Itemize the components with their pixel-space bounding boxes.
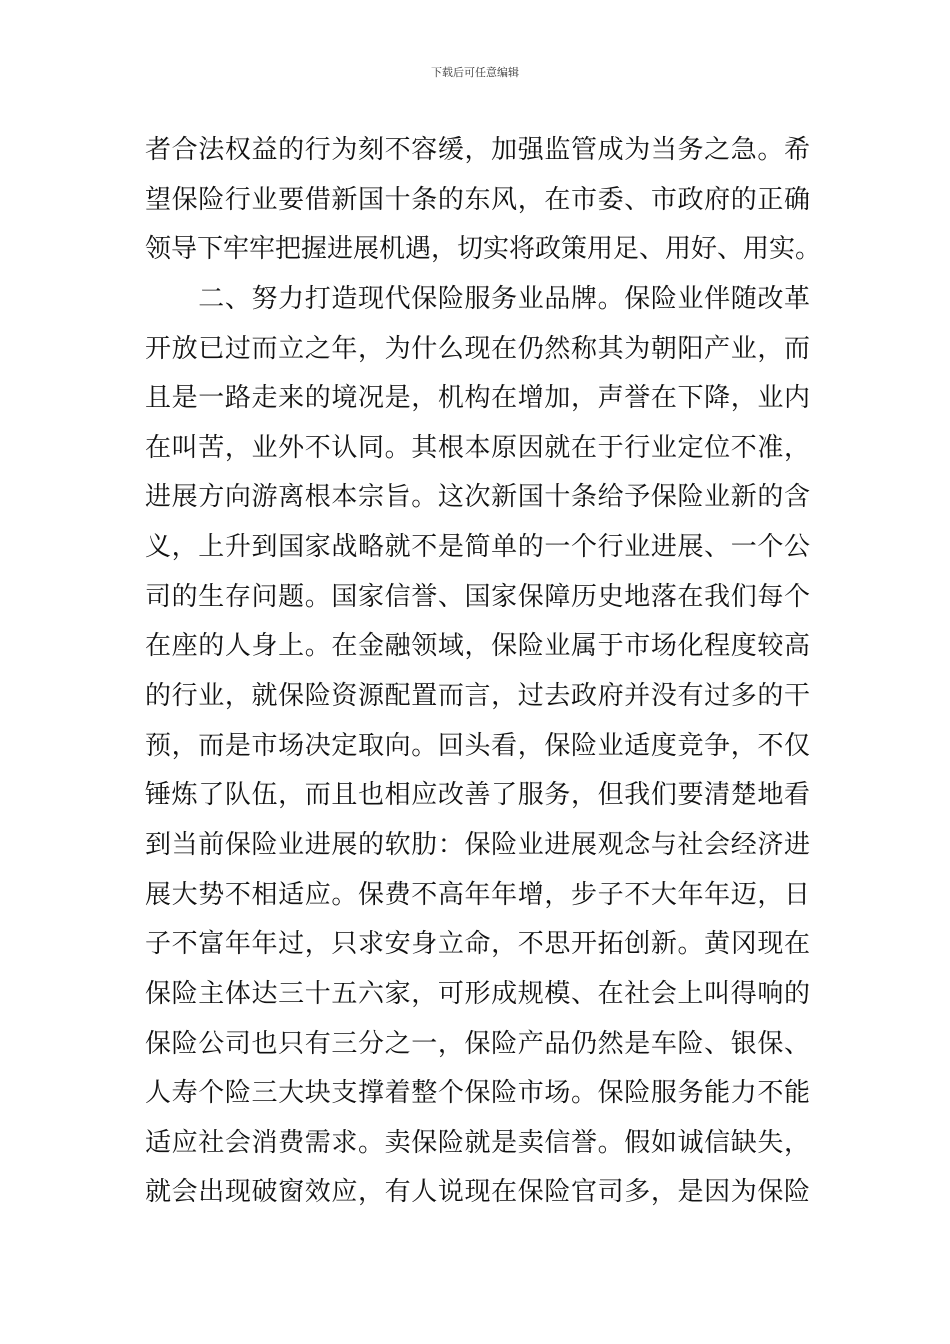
- text-line: 预，而是市场决定取向。回头看，保险业适度竞争，不仅: [145, 730, 810, 761]
- text-line: 适应社会消费需求。卖保险就是卖信誉。假如诚信缺失，: [145, 1127, 810, 1158]
- text-line: 展大势不相适应。保费不高年年增，步子不大年年迈，日: [145, 879, 810, 910]
- text-line: 在座的人身上。在金融领域，保险业属于市场化程度较高: [145, 631, 810, 662]
- text-line: 人寿个险三大块支撑着整个保险市场。保险服务能力不能: [145, 1078, 810, 1109]
- text-line: 且是一路走来的境况是，机构在增加，声誉在下降，业内: [145, 383, 810, 414]
- text-line: 开放已过而立之年，为什么现在仍然称其为朝阳产业，而: [145, 333, 810, 364]
- text-line: 司的生存问题。国家信誉、国家保障历史地落在我们每个: [145, 581, 810, 612]
- text-line: 的行业，就保险资源配置而言，过去政府并没有过多的干: [145, 681, 810, 712]
- text-line: 望保险行业要借新国十条的东风，在市委、市政府的正确: [145, 184, 810, 215]
- text-line: 二、努力打造现代保险服务业品牌。保险业伴随改革: [145, 283, 810, 314]
- text-line: 保险公司也只有三分之一，保险产品仍然是车险、银保、: [145, 1028, 810, 1059]
- text-line: 进展方向游离根本宗旨。这次新国十条给予保险业新的含: [145, 482, 810, 513]
- text-line: 义，上升到国家战略就不是简单的一个行业进展、一个公: [145, 532, 810, 563]
- text-line: 子不富年年过，只求安身立命，不思开拓创新。黄冈现在: [145, 929, 810, 960]
- page-header: 下载后可任意编辑: [431, 66, 519, 79]
- text-line: 到当前保险业进展的软肋：保险业进展观念与社会经济进: [145, 829, 810, 860]
- text-line: 领导下牢牢把握进展机遇，切实将政策用足、用好、用实。: [145, 234, 822, 265]
- text-line: 就会出现破窗效应，有人说现在保险官司多，是因为保险: [145, 1177, 810, 1208]
- text-line: 保险主体达三十五六家，可形成规模、在社会上叫得响的: [145, 978, 810, 1009]
- document-body: [145, 126, 822, 1218]
- text-line: 锤炼了队伍，而且也相应改善了服务，但我们要清楚地看: [145, 780, 810, 811]
- text-line: 者合法权益的行为刻不容缓，加强监管成为当务之急。希: [145, 135, 810, 165]
- text-line: 在叫苦，业外不认同。其根本原因就在于行业定位不准，: [145, 432, 810, 463]
